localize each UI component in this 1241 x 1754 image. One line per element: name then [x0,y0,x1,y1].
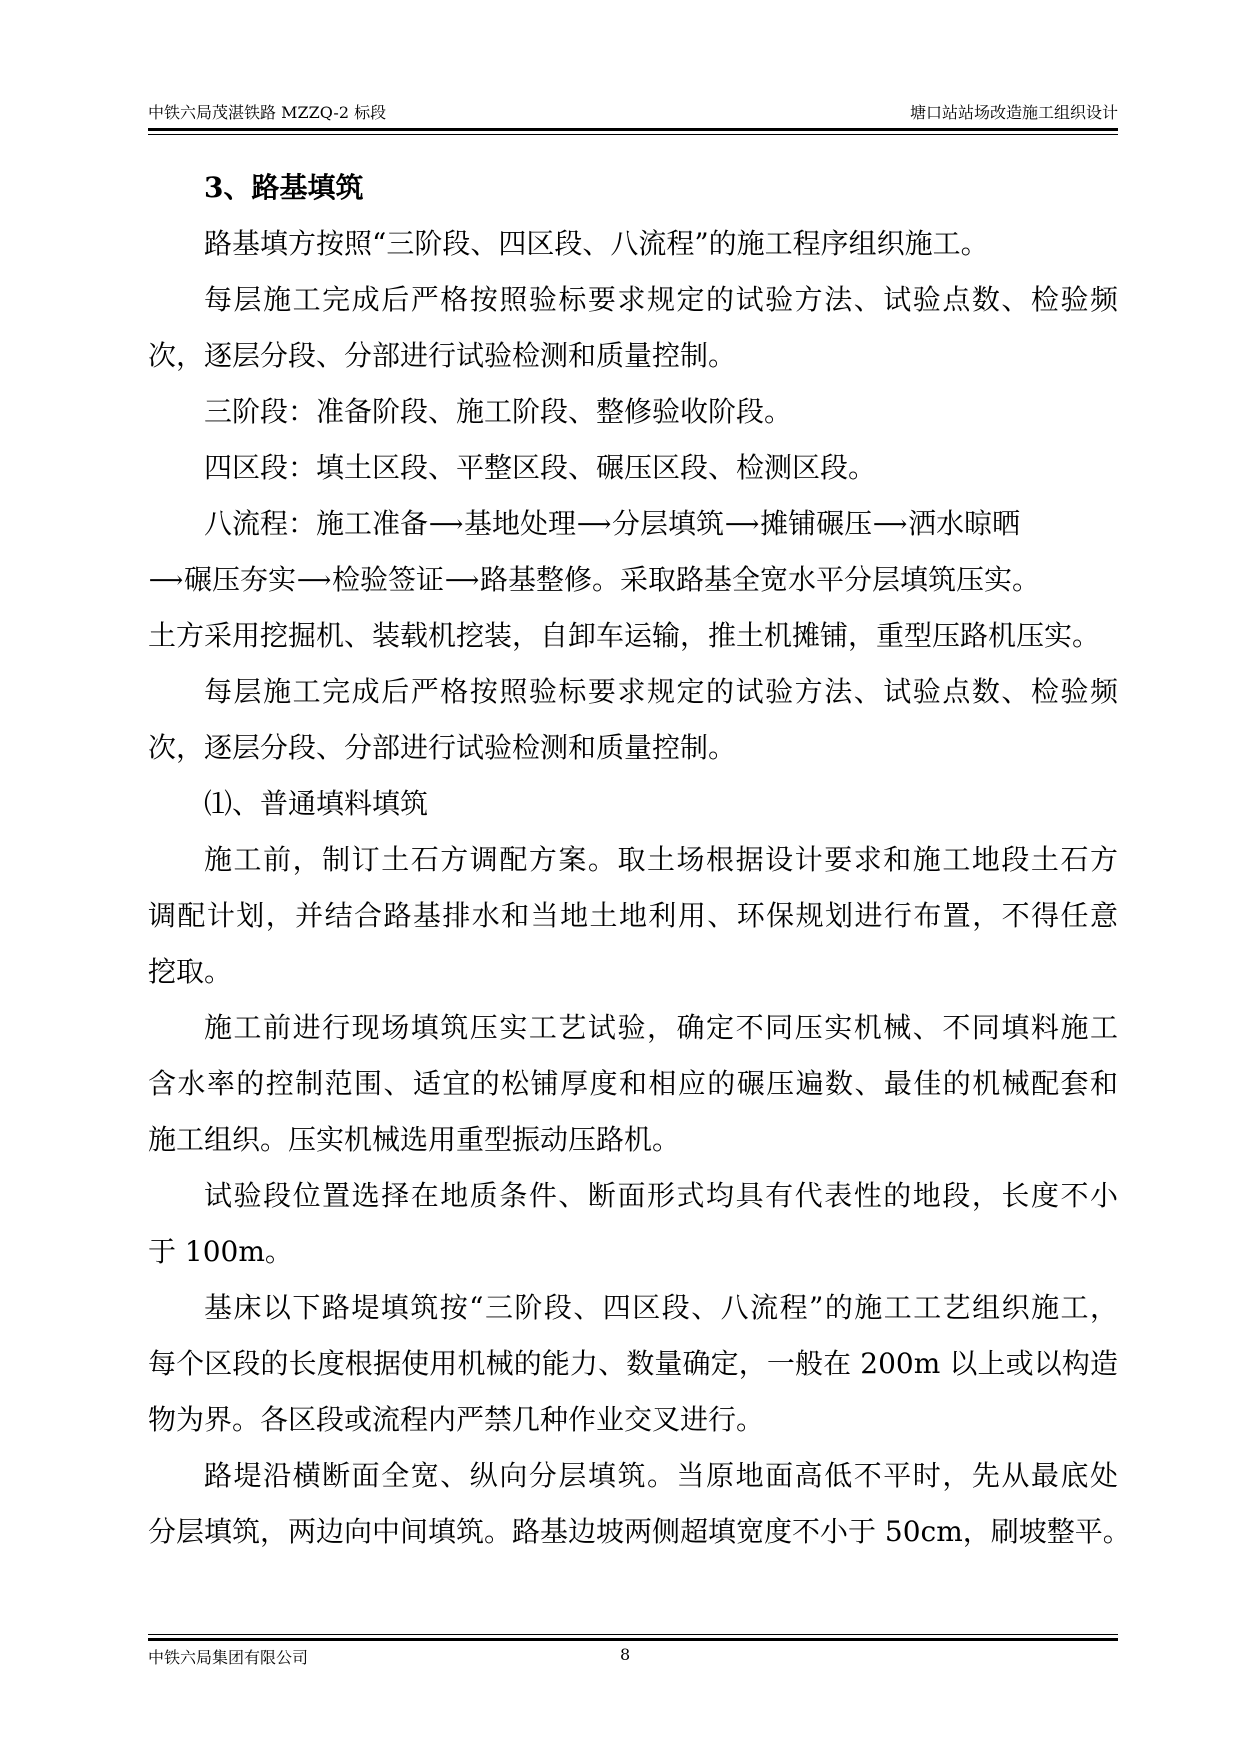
paragraph-line: 三阶段：准备阶段、施工阶段、整修验收阶段。 [204,395,793,428]
paragraph-line: 每个区段的长度根据使用机械的能力、数量确定，一般在 200m 以上或以构造 [148,1347,1118,1380]
paragraph-line: 每层施工完成后严格按照验标要求规定的试验方法、试验点数、检验频 [204,283,1118,316]
page-number: 8 [620,1645,631,1664]
paragraph-line: 施工前，制订土石方调配方案。取土场根据设计要求和施工地段土石方 [204,843,1118,876]
paragraph-line: 路基填方按照“三阶段、四区段、八流程”的施工程序组织施工。 [204,227,989,260]
paragraph-line: 调配计划，并结合路基排水和当地土地利用、环保规划进行布置，不得任意 [148,899,1118,932]
flow-step: 碾压夯实 [184,563,297,596]
paragraph-line: 物为界。各区段或流程内严禁几种作业交叉进行。 [148,1403,765,1436]
paragraph-line: 于 100m。 [148,1235,293,1268]
arrow-right-icon: ⟶ [428,510,464,538]
flow-step: 路基整修 [480,563,593,596]
arrow-right-icon: ⟶ [724,510,760,538]
paragraph-line: 土方采用挖掘机、装载机挖装，自卸车运输，推土机摊铺，重型压路机压实。 [148,619,1101,652]
page-header [148,100,1118,124]
arrow-right-icon: ⟶ [872,510,908,538]
paragraph-line: 次，逐层分段、分部进行试验检测和质量控制。 [148,339,737,372]
flow-tail: 。采取路基全宽水平分层填筑压实。 [592,563,1041,596]
section-heading: 3、路基填筑 [204,171,364,204]
arrow-right-icon: ⟶ [444,566,480,594]
paragraph-line: 次，逐层分段、分部进行试验检测和质量控制。 [148,731,737,764]
flow-step: 分层填筑 [612,507,725,540]
paragraph-line: 路堤沿横断面全宽、纵向分层填筑。当原地面高低不平时，先从最底处 [204,1459,1118,1492]
paragraph-line: 四区段：填土区段、平整区段、碾压区段、检测区段。 [204,451,877,484]
header-rule-thin [148,134,1118,135]
page-footer [148,1645,1118,1669]
flow-step: 基地处理 [464,507,577,540]
paragraph-line: 挖取。 [148,955,233,988]
paragraph-line: 施工前进行现场填筑压实工艺试验，确定不同压实机械、不同填料施工 [204,1011,1118,1044]
flow-line-2 [148,552,1118,608]
arrow-right-icon: ⟶ [576,510,612,538]
flow-step: 施工准备 [316,507,429,540]
flow-step: 洒水晾晒 [908,507,1021,540]
footer-company: 中铁六局集团有限公司 [148,1648,309,1667]
paragraph-line: 分层填筑，两边向中间填筑。路基边坡两侧超填宽度不小于 50cm，刷坡整平。 [148,1515,1131,1548]
arrow-right-icon: ⟶ [296,566,332,594]
footer-rule-thick [148,1638,1118,1641]
paragraph-line: 含水率的控制范围、适宜的松铺厚度和相应的碾压遍数、最佳的机械配套和 [148,1067,1118,1100]
footer-rule-thin [148,1634,1118,1635]
document-body [148,160,1131,1560]
paragraph-line: 施工组织。压实机械选用重型振动压路机。 [148,1123,681,1156]
flow-prefix: 八流程： [204,507,317,540]
paragraph-line: 基床以下路堤填筑按“三阶段、四区段、八流程”的施工工艺组织施工， [204,1291,1118,1324]
header-project-name: 中铁六局茂湛铁路 MZZQ-2 标段 [148,103,387,122]
arrow-right-icon: ⟶ [148,566,184,594]
paragraph-line: 试验段位置选择在地质条件、断面形式均具有代表性的地段，长度不小 [204,1179,1118,1212]
flow-line-1 [148,496,1118,552]
subsection-heading: ⑴、普通填料填筑 [204,787,429,820]
paragraph-line: 每层施工完成后严格按照验标要求规定的试验方法、试验点数、检验频 [204,675,1118,708]
flow-step: 检验签证 [332,563,445,596]
header-rule-thick [148,128,1118,131]
flow-step: 摊铺碾压 [760,507,873,540]
header-document-title: 塘口站站场改造施工组织设计 [909,103,1118,122]
